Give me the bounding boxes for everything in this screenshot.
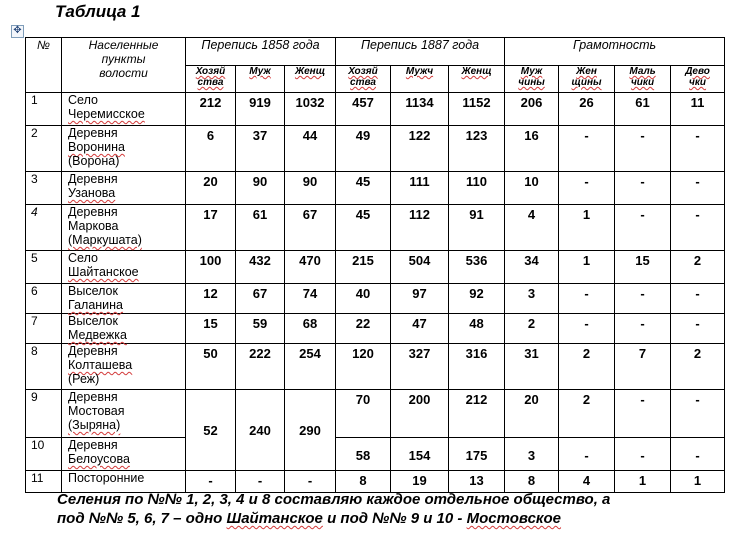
value-cell: 11 xyxy=(671,93,725,126)
row-number: 7 xyxy=(26,314,62,344)
place-name: Деревня Узанова xyxy=(62,172,186,205)
census-table xyxy=(25,37,725,493)
value-cell: 2 xyxy=(559,344,615,390)
value-cell: - xyxy=(559,438,615,471)
place-name: Село Шайтанское xyxy=(62,251,186,284)
value-cell: 536 xyxy=(449,251,505,284)
place-name: Выселок Медвежка xyxy=(62,314,186,344)
table-row xyxy=(26,205,725,251)
value-cell: - xyxy=(671,205,725,251)
table-row xyxy=(26,344,725,390)
value-cell: 215 xyxy=(336,251,391,284)
header-literacy: Грамотность xyxy=(505,38,725,66)
value-cell: 6 xyxy=(186,126,236,172)
value-cell: 20 xyxy=(186,172,236,205)
value-cell: 1032 xyxy=(285,93,336,126)
value-cell: 120 xyxy=(336,344,391,390)
value-cell: - xyxy=(615,390,671,438)
value-cell: 13 xyxy=(449,471,505,493)
value-cell: 37 xyxy=(236,126,285,172)
value-cell: 45 xyxy=(336,172,391,205)
value-cell: 61 xyxy=(615,93,671,126)
subheader-cell: Муж чины xyxy=(505,66,559,93)
place-name: Деревня Маркова (Маркушата) xyxy=(62,205,186,251)
value-cell: - xyxy=(559,314,615,344)
subheader-cell: Женщ xyxy=(449,66,505,93)
subheader-cell: Хозяй ства xyxy=(336,66,391,93)
value-cell: - xyxy=(671,284,725,314)
row-number: 1 xyxy=(26,93,62,126)
row-number: 4 xyxy=(26,205,62,251)
value-cell: 200 xyxy=(391,390,449,438)
value-cell: 122 xyxy=(391,126,449,172)
table-move-handle-icon[interactable]: ✥ xyxy=(11,25,24,38)
value-cell: - xyxy=(615,314,671,344)
value-cell: 2 xyxy=(671,251,725,284)
table-row xyxy=(26,93,725,126)
value-cell: - xyxy=(559,172,615,205)
value-cell: 61 xyxy=(236,205,285,251)
subheader-cell: Хозяй ства xyxy=(186,66,236,93)
row-number: 10 xyxy=(26,438,62,471)
merged-1858-value: 52 xyxy=(186,390,236,471)
footnote xyxy=(57,490,727,528)
value-cell: 10 xyxy=(505,172,559,205)
row-number: 3 xyxy=(26,172,62,205)
value-cell: 12 xyxy=(186,284,236,314)
place-name: Деревня Белоусова xyxy=(62,438,186,471)
value-cell: - xyxy=(236,471,285,493)
value-cell: 59 xyxy=(236,314,285,344)
value-cell: - xyxy=(615,438,671,471)
row-number: 8 xyxy=(26,344,62,390)
value-cell: 8 xyxy=(336,471,391,493)
table-row xyxy=(26,126,725,172)
value-cell: 212 xyxy=(186,93,236,126)
value-cell: 111 xyxy=(391,172,449,205)
value-cell: 457 xyxy=(336,93,391,126)
row-number: 2 xyxy=(26,126,62,172)
value-cell: 17 xyxy=(186,205,236,251)
table-row xyxy=(26,251,725,284)
subheader-cell: Жен щины xyxy=(559,66,615,93)
value-cell: 90 xyxy=(285,172,336,205)
value-cell: 67 xyxy=(285,205,336,251)
table-caption: Таблица 1 xyxy=(55,2,141,21)
value-cell: 3 xyxy=(505,284,559,314)
value-cell: 432 xyxy=(236,251,285,284)
value-cell: 222 xyxy=(236,344,285,390)
value-cell: 74 xyxy=(285,284,336,314)
header-place: Населенные пункты волости xyxy=(62,38,186,93)
value-cell: - xyxy=(615,284,671,314)
value-cell: 92 xyxy=(449,284,505,314)
value-cell: - xyxy=(671,314,725,344)
value-cell: - xyxy=(671,126,725,172)
value-cell: 16 xyxy=(505,126,559,172)
place-name: Деревня Воронина (Ворона) xyxy=(62,126,186,172)
value-cell: 110 xyxy=(449,172,505,205)
header-num: № xyxy=(26,38,62,93)
value-cell: 1 xyxy=(559,251,615,284)
value-cell: 3 xyxy=(505,438,559,471)
value-cell: - xyxy=(615,126,671,172)
value-cell: 175 xyxy=(449,438,505,471)
value-cell: 212 xyxy=(449,390,505,438)
value-cell: 1134 xyxy=(391,93,449,126)
row-number: 5 xyxy=(26,251,62,284)
subheader-cell: Мужч xyxy=(391,66,449,93)
value-cell: - xyxy=(615,172,671,205)
place-name: Деревня Мостовая (Зыряна) xyxy=(62,390,186,438)
table-row xyxy=(26,314,725,344)
place-name: Посторонние xyxy=(62,471,186,493)
value-cell: 2 xyxy=(671,344,725,390)
value-cell: 15 xyxy=(186,314,236,344)
value-cell: 90 xyxy=(236,172,285,205)
header-census-1887: Перепись 1887 года xyxy=(336,38,505,66)
value-cell: 8 xyxy=(505,471,559,493)
footnote-line-1: Селения по №№ 1, 2, 3, 4 и 8 составляю каждое отдельное общество, а xyxy=(57,491,611,508)
value-cell: 1 xyxy=(615,471,671,493)
value-cell: 49 xyxy=(336,126,391,172)
merged-1858-value: 240 xyxy=(236,390,285,471)
value-cell: - xyxy=(559,284,615,314)
value-cell: 45 xyxy=(336,205,391,251)
value-cell: 470 xyxy=(285,251,336,284)
value-cell: 34 xyxy=(505,251,559,284)
value-cell: 40 xyxy=(336,284,391,314)
value-cell: - xyxy=(671,390,725,438)
value-cell: 31 xyxy=(505,344,559,390)
value-cell: 1 xyxy=(671,471,725,493)
subheader-cell: Дево чки xyxy=(671,66,725,93)
value-cell: - xyxy=(615,205,671,251)
value-cell: 206 xyxy=(505,93,559,126)
value-cell: 4 xyxy=(505,205,559,251)
place-name: Деревня Колташева (Реж) xyxy=(62,344,186,390)
value-cell: 48 xyxy=(449,314,505,344)
value-cell: 919 xyxy=(236,93,285,126)
merged-1858-value: 290 xyxy=(285,390,336,471)
value-cell: 58 xyxy=(336,438,391,471)
table-row xyxy=(26,438,725,471)
value-cell: 44 xyxy=(285,126,336,172)
value-cell: 112 xyxy=(391,205,449,251)
value-cell: 50 xyxy=(186,344,236,390)
value-cell: 68 xyxy=(285,314,336,344)
row-number: 11 xyxy=(26,471,62,493)
value-cell: 91 xyxy=(449,205,505,251)
place-name: Выселок Галанина xyxy=(62,284,186,314)
value-cell: 1152 xyxy=(449,93,505,126)
value-cell: - xyxy=(186,471,236,493)
footnote-line-2: под №№ 5, 6, 7 – одно Шайтанское и под №№ 9 и 10 - Мостовское xyxy=(57,510,562,527)
table-row xyxy=(26,284,725,314)
value-cell: 327 xyxy=(391,344,449,390)
value-cell: 2 xyxy=(505,314,559,344)
value-cell: 97 xyxy=(391,284,449,314)
place-name: Село Черемисское xyxy=(62,93,186,126)
value-cell: - xyxy=(671,438,725,471)
table-row xyxy=(26,390,725,438)
subheader-cell: Женщ xyxy=(285,66,336,93)
header-census-1858: Перепись 1858 года xyxy=(186,38,336,66)
value-cell: 316 xyxy=(449,344,505,390)
value-cell: - xyxy=(285,471,336,493)
value-cell: 123 xyxy=(449,126,505,172)
value-cell: 7 xyxy=(615,344,671,390)
table-row xyxy=(26,172,725,205)
subheader-cell: Муж xyxy=(236,66,285,93)
row-number: 6 xyxy=(26,284,62,314)
value-cell: - xyxy=(671,172,725,205)
value-cell: 19 xyxy=(391,471,449,493)
value-cell: 15 xyxy=(615,251,671,284)
value-cell: 504 xyxy=(391,251,449,284)
value-cell: 20 xyxy=(505,390,559,438)
value-cell: 2 xyxy=(559,390,615,438)
value-cell: 100 xyxy=(186,251,236,284)
value-cell: 1 xyxy=(559,205,615,251)
value-cell: 254 xyxy=(285,344,336,390)
value-cell: 154 xyxy=(391,438,449,471)
subheader-cell: Маль чики xyxy=(615,66,671,93)
value-cell: 67 xyxy=(236,284,285,314)
value-cell: - xyxy=(559,126,615,172)
value-cell: 26 xyxy=(559,93,615,126)
row-number: 9 xyxy=(26,390,62,438)
value-cell: 22 xyxy=(336,314,391,344)
value-cell: 4 xyxy=(559,471,615,493)
value-cell: 70 xyxy=(336,390,391,438)
value-cell: 47 xyxy=(391,314,449,344)
